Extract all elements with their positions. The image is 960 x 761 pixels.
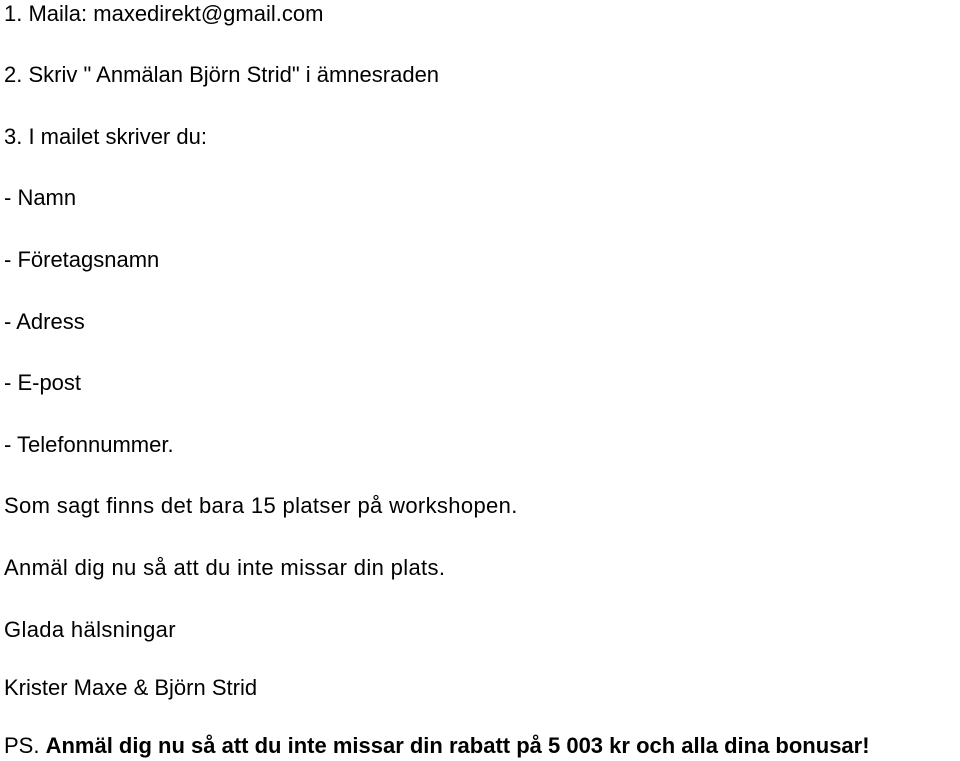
signature: Krister Maxe & Björn Strid	[4, 675, 258, 700]
field-company: - Företagsnamn	[4, 247, 160, 272]
step-subject: 2. Skriv " Anmälan Björn Strid" i ämnesraden	[4, 62, 440, 87]
greeting: Glada hälsningar	[4, 617, 176, 642]
step-email: 1. Maila: maxedirekt@gmail.com	[4, 1, 324, 26]
message-limited-seats: Som sagt finns det bara 15 platser på workshopen.	[4, 493, 518, 518]
postscript-prefix: PS.	[4, 733, 46, 758]
message-register-now: Anmäl dig nu så att du inte missar din plats.	[4, 555, 446, 580]
step-content-intro: 3. I mailet skriver du:	[4, 124, 207, 149]
postscript-text: Anmäl dig nu så att du inte missar din rabatt på 5 003 kr och alla dina bonusar!	[45, 733, 870, 758]
field-address: - Adress	[4, 309, 85, 334]
postscript	[4, 733, 870, 759]
field-email: - E-post	[4, 370, 82, 395]
field-phone: - Telefonnummer.	[4, 432, 174, 457]
field-name: - Namn	[4, 185, 77, 210]
